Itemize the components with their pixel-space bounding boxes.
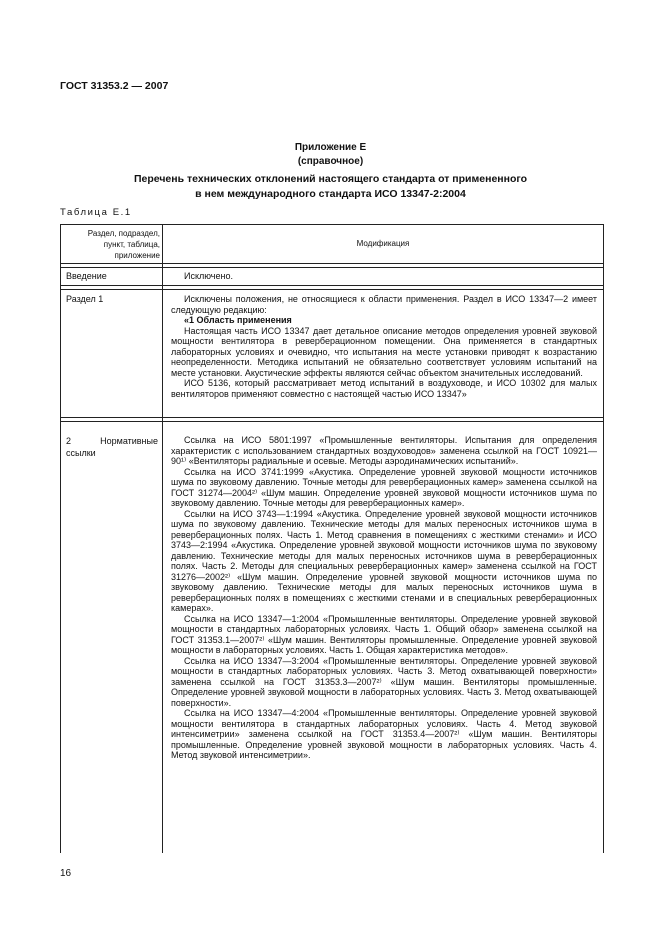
column-header-section: Раздел, подраздел, пункт, таблица, приложение (87, 229, 160, 260)
table-row-section-2: 2 Нормативные ссылки (66, 436, 158, 458)
page-title-line-1: Перечень технических отклонений настоящего стандарта от примененного (133, 173, 528, 185)
table-row-modification-2: Ссылка на ИСО 5801:1997 «Промышленные вентиляторы. Испытания для определения характеристик с использованием стандартных воздуховодов» заменена ссылкой на ГОСТ 10921—90¹⁾ «Вентиляторы радиальные и осевые. Методы аэродинамических испытаний». Ссылка на ИСО 3741:1999 «Акустика. Определение уровней звуковой мощности источников шума по звуковому давлению. Точные методы для реверберационных камер» заменена ссылкой на ГОСТ 31274—2004²⁾ «Шум машин. Определение уровней звуковой мощности источников шума по звуковому давлению. Точные методы для реверберационных камер». Ссылки на ИСО 3743—1:1994 «Акустика. Определение уровней звуковой мощности источников шума по звуковому давлению. Технические методы для малых переносных источников шума в реверберационных полях. Часть 1. Метод сравнения в помещениях с жесткими стенами» и ИСО 3743—2:1994 «Акустика. Определение уровней звуковой мощности источников шума по звуковому давлению. Технические методы для малых переносных источников шума в реверберационных полях. Часть 2. Методы для специальных реверберационных камер» заменена ссылкой на ГОСТ 31276—2002²⁾ «Шум машин. Определение уровней звуковой мощности источников шума по звуковому давлению. Технические методы для малых переносных источников шума в реверберационных полях в помещениях с жесткими стенами и в специальных реверберационных камерах». Ссылка на ИСО 13347—1:2004 «Промышленные вентиляторы. Определение уровней звуковой мощности в стандартных лабораторных условиях. Часть 1. Общий обзор» заменена ссылкой на ГОСТ 31353.1—2007²⁾ «Шум машин. Вентиляторы промышленные. Определение уровней звуковой мощности в лабораторных условиях. Часть 1. Общая характеристика методов». Ссылка на ИСО 13347—3:2004 «Промышленные вентиляторы. Определение уровней звуковой мощности в стандартных лабораторных условиях. Часть 3. Метод охватывающей поверхности» заменена ссылкой на ГОСТ 31353.3—2007²⁾ «Шум машин. Вентиляторы промышленные. Определение уровней звуковой мощности в лабораторных условиях. Часть 3. Метод охватывающей поверхности». Ссылка на ИСО 13347—4:2004 «Промышленные вентиляторы. Определение уровней звуковой мощности вентилятора в стандартных лабораторных условиях. Часть 4. Метод звуковой интенсиметрии» заменена ссылкой на ГОСТ 31353.4—2007²⁾ «Шум машин. Вентиляторы промышленные. Определение уровней звуковой мощности в лабораторных условиях. Часть 4. Метод звуковой интенсиметрии». (171, 435, 597, 760)
table-row-section-1: Раздел 1 (66, 294, 104, 304)
document-number: ГОСТ 31353.2 — 2007 (60, 80, 169, 92)
modifications-table (60, 224, 604, 853)
table-row-section-intro: Введение (66, 271, 107, 281)
row-divider (61, 421, 603, 422)
row-divider (61, 289, 603, 290)
table-row-modification-1: Исключены положения, не относящиеся к области применения. Раздел в ИСО 13347—2 имеет следующую редакцию: «1 Область применения Настоящая часть ИСО 13347 дает детальное описание методов определения уровней звуковой мощности вентилятора в реверберационном помещении. Она применяется в стандартных лабораторных условиях и очевидно, что испытания на месте установки приводят к возрастанию неопределенности. Методика испытаний не обязательно соответствует условиям испытаний на месте установки. Акустические эффекты являются сейчас объектом значительных исследований. ИСО 5136, который рассматривает метод испытаний в воздуховоде, и ИСО 10302 для малых вентиляторов применяют совместно с настоящей частью ИСО 13347» (171, 294, 597, 399)
row-divider (61, 417, 603, 418)
table-caption: Таблица Е.1 (60, 207, 132, 218)
appendix-title: Приложение Е (294, 142, 367, 153)
column-header-modification: Модификация (356, 239, 410, 248)
appendix-subtitle: (справочное) (297, 156, 364, 167)
row-divider (61, 285, 603, 286)
table-header-separator (61, 267, 603, 268)
column-divider (162, 225, 163, 853)
page-title-line-2: в нем международного стандарта ИСО 13347-2:2004 (195, 188, 466, 200)
page-number: 16 (60, 868, 72, 879)
table-row-modification-intro: Исключено. (184, 271, 233, 281)
